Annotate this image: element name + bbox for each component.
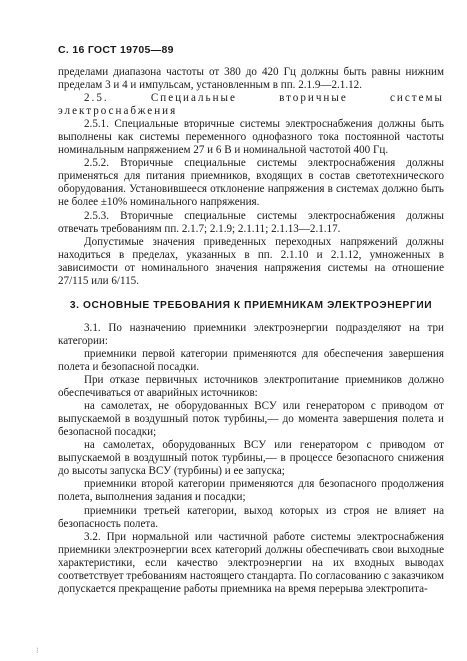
paragraph: 3.1. По назначению приемники электроэнергии подразделяют на три категории: [58, 321, 444, 347]
paragraph: 3.2. При нормальной или частичной работе системы электроснабжения приемники электроэнергии всех категорий должны обеспечивать свои выходные характеристики, если качество электроэнергии на их входных выводах соответствует требованиям настоящего стандарта. По согласованию с заказчиком допускается прекращение работы приемника на время перерыва электропита- [58, 530, 444, 595]
paragraph: 2.5.1. Специальные вторичные системы электроснабжения должны быть выполнены как системы переменного однофазного тока постоянной частоты номинальным напряжением 27 и 6 В и номинальной частотой 400 Гц. [58, 118, 444, 157]
paragraph: приемники второй категории применяются для безопасного продолжения полета, выполнения задания и посадки; [58, 478, 444, 504]
paragraph: При отказе первичных источников электропитание приемников должно обеспечиваться от аварийных источников: [58, 374, 444, 400]
paragraph: на самолетах, не оборудованных ВСУ или генератором с приводом от выпускаемой в воздушный поток турбины,— до момента завершения полета и безопасной посадки; [58, 400, 444, 439]
paragraph: на самолетах, оборудованных ВСУ или генератором с приводом от выпускаемой в воздушный поток турбины,— в процессе безопасного снижения до высоты запуска ВСУ (турбины) и ее запуска; [58, 439, 444, 478]
paragraph: пределами диапазона частоты от 380 до 420 Гц должны быть равны нижним пределам 3 и 4 и импульсам, установленным в пп. 2.1.9—2.1.12. [58, 66, 444, 92]
paragraph: Допустимые значения приведенных переходных напряжений должны находиться в пределах, указанных в пп. 2.1.10 и 2.1.12, умноженных в зависимости от номинального значения напряжения системы на отношение 27/115 или 6/115. [58, 235, 444, 287]
paragraph: 2.5.2. Вторичные специальные системы электроснабжения должны применяться для питания приемников, входящих в состав светотехнического оборудования. Установившееся отклонение напряжения в системах должно быть не более ±10% номинального напряжения. [58, 157, 444, 209]
paragraph: приемники третьей категории, выход которых из строя не влияет на безопасность полета. [58, 504, 444, 530]
document-body [58, 66, 444, 596]
section-title: 3. ОСНОВНЫЕ ТРЕБОВАНИЯ К ПРИЕМНИКАМ ЭЛЕКТРОЭНЕРГИИ [69, 299, 433, 311]
paragraph: 2.5.3. Вторичные специальные системы электроснабжения должны отвечать требованиям пп. 2.1.7; 2.1.9; 2.1.11; 2.1.13—2.1.17. [58, 209, 444, 235]
page-header: С. 16 ГОСТ 19705—89 [58, 44, 174, 56]
subsection-heading: 2.5. Специальные вторичные системы электроснабжения [58, 92, 444, 118]
margin-mark: ⁝ [36, 646, 39, 655]
paragraph: приемники первой категории применяются для обеспечения завершения полета и безопасной посадки. [58, 347, 444, 373]
